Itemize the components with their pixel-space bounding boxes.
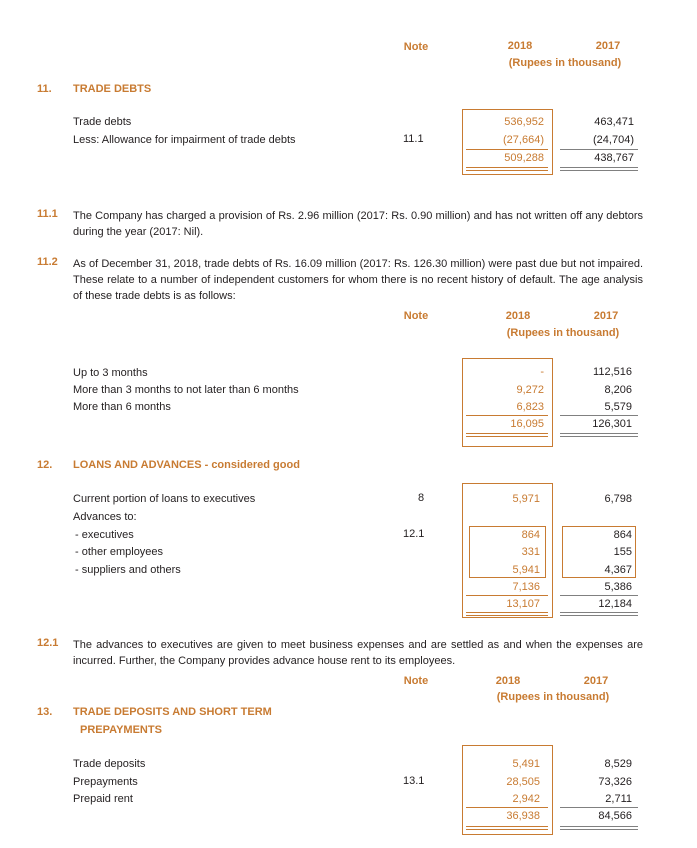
- subtotal-line: [560, 807, 638, 808]
- total-double-line: [560, 433, 638, 437]
- unit-header: (Rupees in thousand): [508, 57, 622, 69]
- value-2018: 5,941: [512, 564, 540, 576]
- value-2017: 5,579: [604, 401, 632, 413]
- note-11-1-text: The Company has charged a provision of Rs. 2.96 million (2017: Rs. 0.90 million) and has not written off any debtors during the year (2017: Nil).: [73, 210, 643, 238]
- row-label: Prepayments: [73, 776, 138, 788]
- value-2017: 155: [613, 546, 632, 558]
- value-2017: 2,711: [605, 793, 632, 805]
- year-2017-header: 2017: [583, 675, 609, 687]
- unit-header: (Rupees in thousand): [496, 691, 610, 703]
- value-2018: 2,942: [512, 793, 540, 805]
- year-2017-header: 2017: [593, 310, 619, 322]
- value-2018: 6,823: [516, 401, 544, 413]
- row-label: - suppliers and others: [75, 564, 181, 576]
- note-ref: 12.1: [403, 528, 425, 540]
- total-double-line: [560, 826, 638, 830]
- note-ref: 11.1: [403, 133, 424, 145]
- row-label: - executives: [75, 529, 134, 541]
- value-2017: 112,516: [593, 366, 632, 378]
- value-2017: 864: [613, 529, 632, 541]
- row-label: Up to 3 months: [73, 367, 148, 379]
- subtotal-line: [466, 807, 548, 808]
- subtotal-line: [466, 415, 548, 416]
- value-2018: 28,505: [506, 776, 540, 788]
- total-2017: 84,566: [598, 810, 632, 822]
- note-col-header: Note: [403, 310, 429, 322]
- value-2017: 463,471: [594, 116, 634, 128]
- row-label: Prepaid rent: [73, 793, 133, 805]
- value-2017: 73,326: [598, 776, 632, 788]
- total-2017: 438,767: [594, 152, 634, 164]
- value-2018: (27,664): [503, 134, 544, 146]
- unit-header: (Rupees in thousand): [506, 327, 620, 339]
- total-2017: 12,184: [598, 598, 632, 610]
- total-2018: 13,107: [506, 598, 540, 610]
- total-double-line: [560, 612, 638, 616]
- year-2018-header: 2018: [507, 40, 533, 52]
- row-label: More than 3 months to not later than 6 months: [73, 384, 299, 396]
- note-11-2-number: 11.2: [37, 256, 58, 268]
- value-2017: 8,206: [604, 384, 632, 396]
- note-ref: 13.1: [403, 775, 425, 787]
- value-2018: -: [540, 366, 544, 378]
- total-2018: 36,938: [506, 810, 540, 822]
- row-label: More than 6 months: [73, 401, 171, 413]
- subtotal-line: [466, 149, 548, 150]
- total-2018: 509,288: [504, 152, 544, 164]
- year-2018-header: 2018: [495, 675, 521, 687]
- total-double-line: [466, 826, 548, 830]
- subtotal-line: [466, 595, 548, 596]
- section-13-title: TRADE DEPOSITS AND SHORT TERM: [73, 706, 272, 718]
- row-label: Trade deposits: [73, 758, 146, 770]
- total-double-line: [466, 433, 548, 437]
- note-11-2-text: As of December 31, 2018, trade debts of Rs. 16.09 million (2017: Rs. 126.30 million) were past due but not impaired. These relate to a number of independent customers for whom there is no recent history of default. The age analysis of these trade debts is as follows:: [73, 258, 643, 302]
- total-double-line: [560, 167, 638, 171]
- value-2017: 8,529: [604, 758, 632, 770]
- value-2017: 6,798: [604, 493, 632, 505]
- total-double-line: [466, 167, 548, 171]
- value-2018: 331: [521, 546, 540, 558]
- subtotal-2017: 5,386: [604, 581, 632, 593]
- advances-label: Advances to:: [73, 511, 137, 523]
- row-label: Less: Allowance for impairment of trade debts: [73, 134, 296, 146]
- section-13-title-line2: PREPAYMENTS: [80, 724, 162, 736]
- note-col-header: Note: [403, 675, 429, 687]
- value-2018: 5,971: [512, 493, 540, 505]
- subtotal-line: [560, 595, 638, 596]
- section-13-number: 13.: [37, 706, 53, 718]
- row-label: - other employees: [75, 546, 164, 558]
- subtotal-line: [560, 149, 638, 150]
- note-col-header: Note: [403, 41, 429, 53]
- note-ref: 8: [418, 492, 425, 504]
- year-2017-header: 2017: [595, 40, 621, 52]
- subtotal-line: [560, 415, 638, 416]
- section-12-number: 12.: [37, 459, 53, 471]
- section-12-title: LOANS AND ADVANCES - considered good: [73, 459, 300, 471]
- total-double-line: [466, 612, 548, 616]
- note-12-1-text: The advances to executives are given to meet business expenses and are settled as and when the expenses are incurred. Further, the Company provides advance house rent to its employees.: [73, 639, 643, 667]
- subtotal-2018: 7,136: [512, 581, 540, 593]
- total-2018: 16,095: [510, 418, 544, 430]
- year-2018-header: 2018: [505, 310, 531, 322]
- row-label: Trade debts: [73, 116, 132, 128]
- value-2018: 5,491: [512, 758, 540, 770]
- section-11-number: 11.: [37, 83, 52, 95]
- value-2017: (24,704): [593, 134, 634, 146]
- value-2018: 536,952: [504, 116, 544, 128]
- value-2017: 4,367: [604, 564, 632, 576]
- section-11-title: TRADE DEBTS: [73, 83, 152, 95]
- total-2017: 126,301: [592, 418, 632, 430]
- value-2018: 864: [521, 529, 540, 541]
- row-label: Current portion of loans to executives: [73, 493, 256, 505]
- note-12-1-number: 12.1: [37, 637, 59, 649]
- note-11-1-number: 11.1: [37, 208, 58, 220]
- value-2018: 9,272: [516, 384, 544, 396]
